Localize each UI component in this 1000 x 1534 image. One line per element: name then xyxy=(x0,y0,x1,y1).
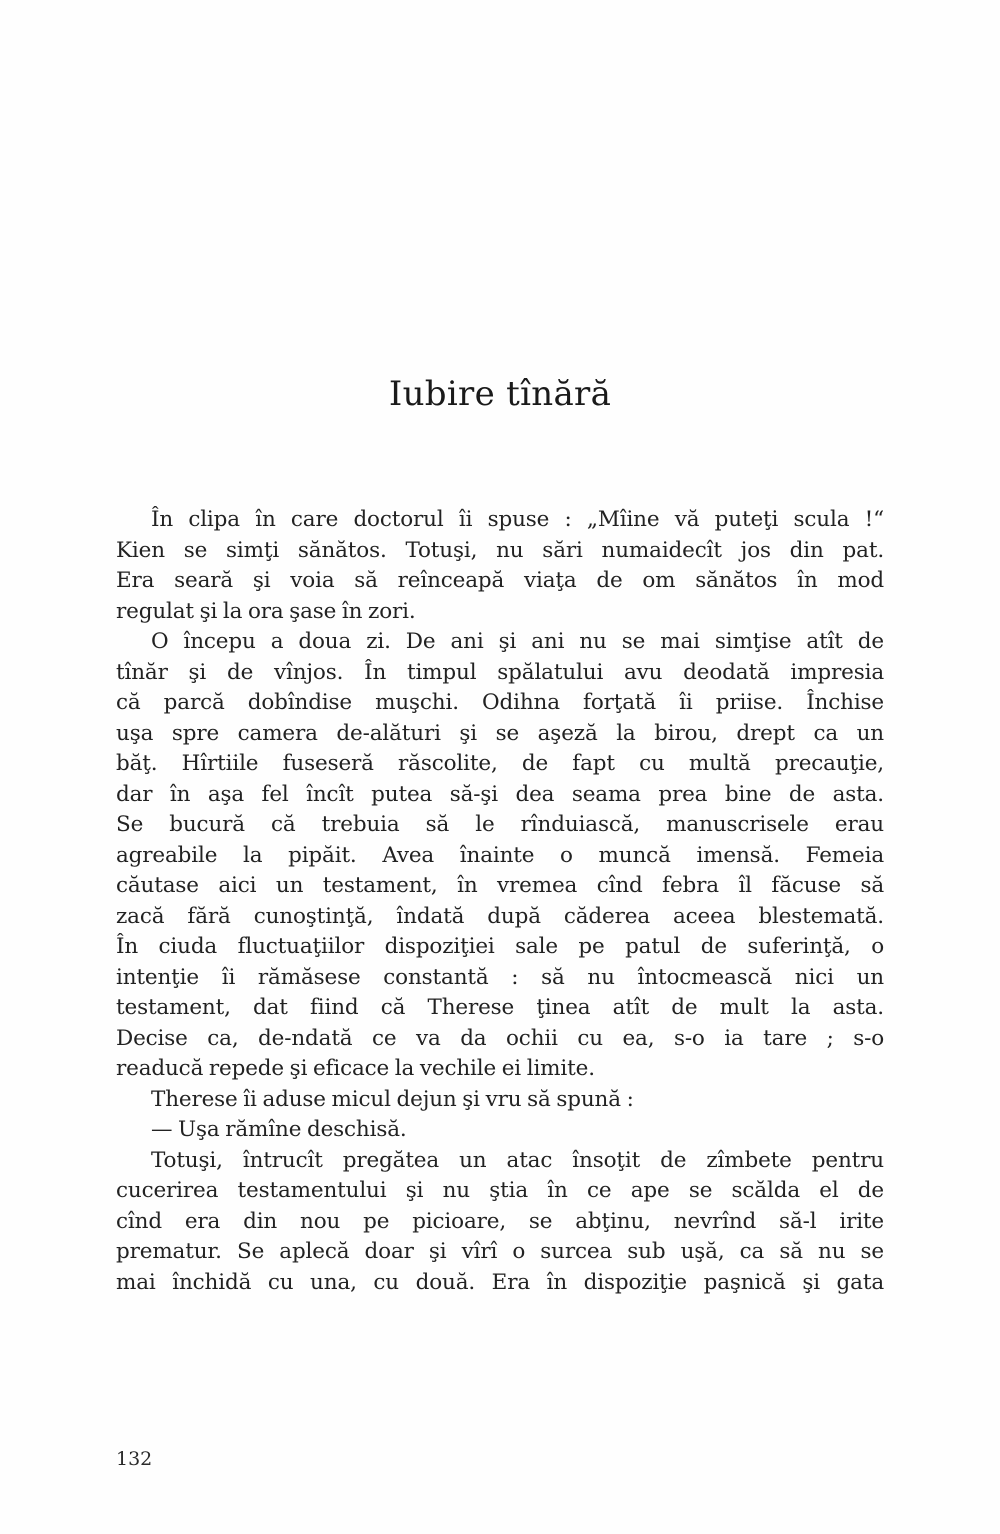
body-text xyxy=(116,505,884,1298)
text-line: Totuşi, întrucît pregătea un atac însoţit de zîmbete pentru xyxy=(151,1147,884,1173)
text-line: Kien se simţi sănătos. Totuşi, nu sări numaidecît jos din pat. xyxy=(116,537,884,563)
text-line: În ciuda fluctuaţiilor dispoziţiei sale pe patul de suferinţă, o xyxy=(116,934,884,959)
text-line: intenţie îi rămăsese constantă : să nu întocmească nici un xyxy=(116,964,884,990)
text-line: cucerirea testamentului şi nu ştia în ce ape se scălda el de xyxy=(116,1178,884,1203)
text-line: Se bucură că trebuia să le rînduiască, manuscrisele erau xyxy=(116,812,884,837)
text-line: O începu a doua zi. De ani şi ani nu se mai simţise atît de xyxy=(151,629,884,654)
text-line: uşa spre camera de-alături şi se aşeză la birou, drept ca un xyxy=(116,720,884,746)
text-line: agreabile la pipăit. Avea înainte o muncă imensă. Femeia xyxy=(116,842,884,868)
text-line: mai închidă cu una, cu două. Era în dispoziţie paşnică şi gata xyxy=(116,1269,884,1295)
chapter-title: Iubire tînără xyxy=(388,374,612,414)
text-line: tînăr şi de vînjos. În timpul spălatului avu deodată impresia xyxy=(116,659,884,685)
text-line: Therese îi aduse micul dejun şi vru să spună : xyxy=(151,1086,634,1112)
page-number: 132 xyxy=(116,1448,153,1470)
text-line: Decise ca, de-ndată ce va da ochii cu ea, s-o ia tare ; s-o xyxy=(116,1025,884,1051)
text-line: dar în aşa fel încît putea să-şi dea seama prea bine de asta. xyxy=(116,781,884,807)
text-line: — Uşa rămîne deschisă. xyxy=(151,1117,407,1142)
text-line: În clipa în care doctorul îi spuse : „Mîine vă puteţi scula !“ xyxy=(151,507,884,532)
text-line: regulat şi la ora şase în zori. xyxy=(116,598,416,624)
text-line: cînd era din nou pe picioare, se abţinu, nevrînd să-l irite xyxy=(116,1208,884,1234)
text-line: readucă repede şi eficace la vechile ei limite. xyxy=(116,1056,595,1081)
text-line: Era seară şi voia să reînceapă viaţa de om sănătos în mod xyxy=(116,568,884,593)
text-line: căutase aici un testament, în vremea cînd febra îl făcuse să xyxy=(116,873,884,898)
text-line: testament, dat fiind că Therese ţinea atît de mult la asta. xyxy=(116,995,884,1020)
text-line: zacă fără cunoştinţă, îndată după căderea aceea blestemată. xyxy=(116,903,884,929)
text-line: băţ. Hîrtiile fuseseră răscolite, de fapt cu multă precauţie, xyxy=(116,751,884,776)
text-line: prematur. Se aplecă doar şi vîrî o surcea sub uşă, ca să nu se xyxy=(116,1239,884,1264)
text-line: că parcă dobîndise muşchi. Odihna forţată îi priise. Închise xyxy=(116,690,884,715)
